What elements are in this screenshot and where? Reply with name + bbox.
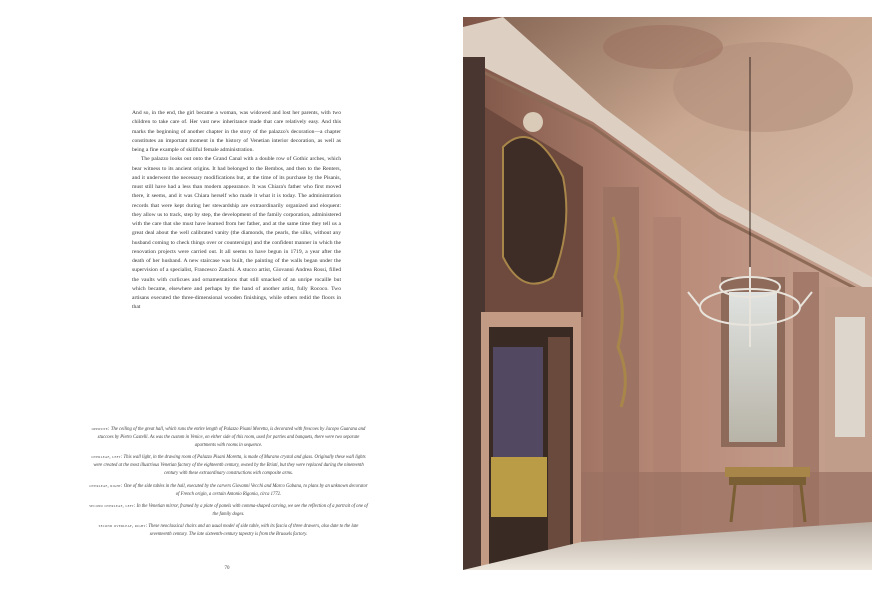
caption-text: This wall light, in the drawing room of Palazzo Pisani Moretta, is made of Murano crystal and glass. Originally these wall lights were created at the most illustrious Venetian factory of the eighteenth century, owned by the Briati, but they were replaced during the nineteenth century with these extraordinary constructions with composite arms. [93, 455, 366, 477]
body-text [132, 109, 341, 313]
caption-overleaf-right [88, 483, 369, 499]
page-number: 70 [224, 566, 230, 571]
caption-second-overleaf-left [88, 503, 369, 519]
caption-label: second overleaf, left: [89, 503, 136, 509]
caption-second-overleaf-right [88, 523, 369, 539]
body-paragraph-2: The palazzo looks out onto the Grand Canal with a double row of Gothic arches, which bear witness to its ancient origins. It had belonged to the Bembos, and then to the Renters, and it underwent the necessary modifications but, at the time of its purchase by the Pisanis, must still have had a less than modern appearance. It was Chiara's father who first moved there, it seems, and it was Chiara herself who made it what it is today. The administration records that were kept during her stewardship are extraordinarily organized and eloquent: they allow us to track, step by step, the development of the family corporation, administered with the care that she must have learned from her father, and at the same time they tell us a great deal about the well calibrated vanity (the diamonds, the pearls, the silks, without any husband coming to check things over or countersign) and the confident manner in which the renovation projects were carried out. It all seems to have begun in 1719, a year after the death of her husband. A new staircase was built, the painting of the walls began under the supervision of a specialist, Francesco Zanchi. A stucco artist, Giovanni Andrea Rossi, filled the vaults with curlicues and ornamentations that still smacked of an unripe rocaille but which became, elsewhere and perhaps by the hand of another artist, fully Rococo. Two artisans executed the three-dimensional wooden finishings, while others redid the floors in that [132, 156, 341, 311]
caption-opposite [88, 426, 369, 450]
caption-label: second overleaf, right: [98, 524, 148, 530]
body-paragraph-1: And so, in the end, the girl became a woman, was widowed and lost her parents, with two children to take care of. Her vast new inheritance made that care relatively easy. And this marks the beginning of another chapter in the story of the palazzo's decoration—a chapter constitutes an important moment in the history of Venetian interior decoration, as well as being a fine example of skillful female administration. [132, 110, 341, 153]
door-leaf [548, 337, 570, 570]
mirror [729, 292, 777, 442]
shell-ornament [523, 112, 543, 132]
adjacent-room-tapestry [493, 347, 543, 457]
caption-overleaf-left [88, 454, 369, 478]
caption-label: overleaf, left: [91, 455, 123, 461]
caption-text: The ceiling of the great hall, which runs the entire length of Palazzo Pisani Moretta, is decorated with frescoes by Jacopo Guarana and stuccoes by Pietro Castelli. As was the custom in Venice, on either side of this room, used for parties and banquets, there were two separate apartments with rooms in sequence. [97, 427, 366, 448]
hall-photo-illustration [463, 17, 872, 570]
ceiling-fresco [603, 25, 723, 69]
far-window [835, 317, 865, 437]
hall-photograph [463, 17, 872, 570]
caption-block [88, 426, 369, 543]
caption-label: opposite: [91, 427, 110, 432]
caption-label: overleaf, right: [89, 483, 123, 489]
adjacent-room-light [491, 457, 547, 517]
caption-text: These neoclassical chairs and an usual model of side table, with its fascia of three drawers, also date to the late seventeenth century. The late sixteenth-century tapestry is from the Brussels factory. [148, 524, 359, 538]
caption-text: One of the side tables in the hall, executed by the carvers Giovanni Vecchi and Marco Gabana, to plans by an unknown decorator of French origin, a certain Antonio Rigonia, circa 1772. [123, 483, 368, 497]
caption-text: In the Venetian mirror, framed by a plate of panels with comma-shaped carving, we see the reflection of a portrait of one of the family doges. [136, 503, 368, 517]
